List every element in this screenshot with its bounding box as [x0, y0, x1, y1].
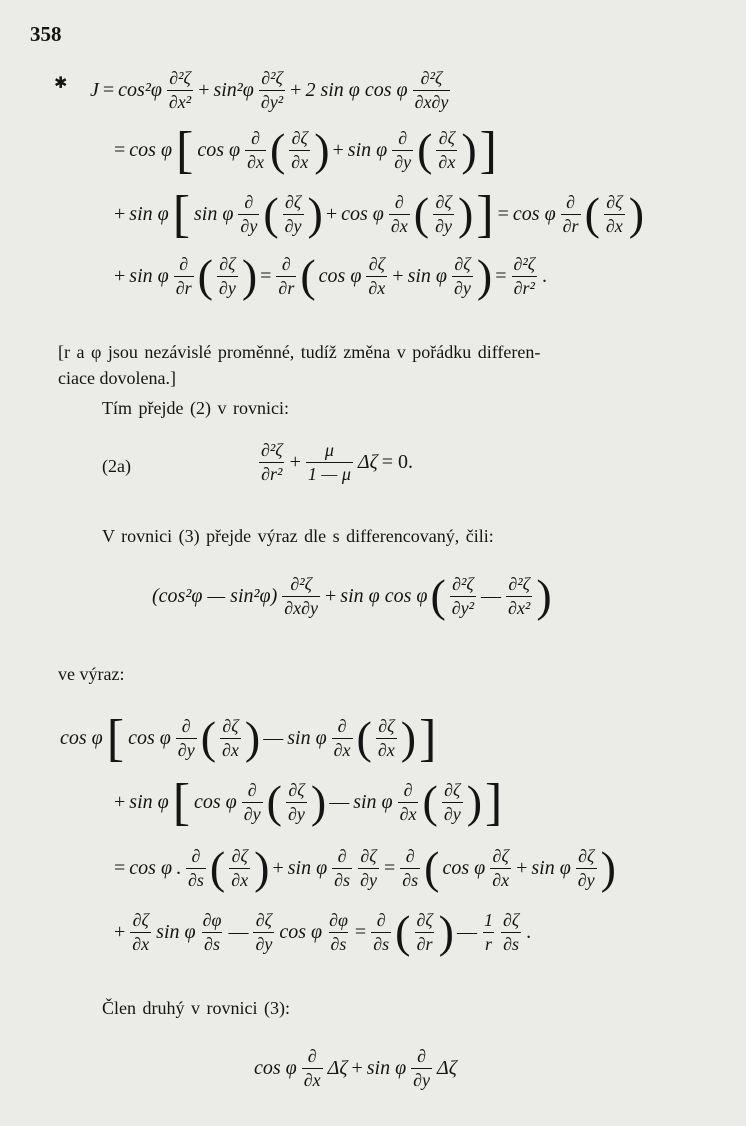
- denominator: ∂y: [443, 804, 461, 824]
- denominator: ∂r²: [513, 278, 535, 298]
- denominator: ∂x: [303, 1070, 321, 1090]
- fraction: [452, 254, 473, 299]
- fraction: [130, 910, 151, 955]
- numerator: ∂ζ: [454, 254, 471, 274]
- equation-line-9: [252, 1046, 459, 1091]
- paren-open: (: [417, 124, 433, 176]
- equals-sign: =: [260, 265, 272, 287]
- paren-open: (: [422, 776, 438, 828]
- numerator: ∂²ζ: [508, 574, 530, 594]
- footnote-asterisk: ✱: [54, 75, 68, 92]
- denominator: ∂y²: [451, 598, 475, 618]
- denominator: ∂x: [132, 934, 150, 954]
- bracket-open: [: [176, 121, 194, 179]
- clen-line: Člen druhý v rovnici (3):: [102, 998, 290, 1018]
- fraction: [411, 1046, 432, 1091]
- plus-sign: +: [198, 79, 210, 101]
- fraction: [176, 716, 197, 761]
- denominator: ∂x: [438, 152, 456, 172]
- paren-close: ): [307, 188, 323, 240]
- numerator: ∂φ: [329, 910, 348, 930]
- bracket-close: ]: [476, 185, 494, 243]
- paren-open: (: [266, 776, 282, 828]
- numerator: ∂²ζ: [513, 254, 536, 274]
- fraction: [186, 846, 206, 891]
- equals-sign: =: [114, 857, 126, 879]
- numerator: ∂: [394, 192, 404, 212]
- bracket-open: [: [172, 185, 191, 243]
- fraction: [259, 68, 285, 113]
- numerator: ∂ζ: [288, 780, 305, 800]
- note-line-1: [r a φ jsou nezávislé proměnné, tudíž změna v pořádku differen-: [58, 342, 541, 362]
- equals-zero: = 0.: [381, 451, 414, 473]
- numerator: ∂²ζ: [290, 574, 312, 594]
- coef-cos: cos φ: [279, 921, 323, 943]
- fraction: [302, 1046, 323, 1091]
- denominator: ∂s: [334, 870, 351, 890]
- numerator: ∂: [281, 254, 291, 274]
- coef-cos: cos φ: [512, 203, 556, 225]
- equation-line-7: [112, 842, 617, 894]
- denominator: ∂s: [330, 934, 347, 954]
- equation-expression-3: [150, 570, 553, 622]
- denominator: ∂x: [333, 740, 351, 760]
- equation-line-3: [112, 185, 645, 243]
- laplacian: Δζ: [357, 451, 378, 473]
- paren-close: ): [476, 250, 493, 302]
- plus-sign: +: [272, 857, 284, 879]
- fraction: [289, 128, 310, 173]
- bracket-close: ]: [485, 773, 503, 831]
- equals-sign: =: [497, 203, 509, 225]
- plus-sign: +: [289, 451, 301, 473]
- numerator: ∂: [251, 128, 260, 148]
- laplacian: Δζ: [437, 1057, 457, 1079]
- coef-sin: sin φ: [366, 1057, 407, 1079]
- coef-two-sin-cos: 2 sin φ cos φ: [305, 79, 408, 101]
- period: .: [542, 265, 548, 287]
- numerator: ∂ζ: [435, 192, 452, 212]
- equals-sign: =: [383, 857, 396, 879]
- fraction: [450, 574, 476, 619]
- paren-open: (: [209, 842, 226, 894]
- fraction: [286, 780, 307, 825]
- paren-open: (: [413, 188, 430, 240]
- coef-sin2: sin²φ: [213, 79, 254, 101]
- paren-close: ): [244, 712, 261, 764]
- numerator: ∂ζ: [284, 192, 302, 212]
- equals-sign: =: [495, 265, 507, 287]
- numerator: ∂ζ: [291, 128, 308, 148]
- fraction: [414, 910, 434, 955]
- numerator: ∂²ζ: [420, 68, 443, 88]
- equation-line-8: [112, 906, 533, 958]
- symbol-j: J: [90, 79, 99, 101]
- period: .: [526, 921, 532, 943]
- fraction: [604, 192, 625, 237]
- denominator: ∂x: [368, 278, 386, 298]
- denominator: ∂s: [373, 934, 390, 954]
- laplacian: Δζ: [327, 1057, 348, 1079]
- numerator: ∂ζ: [231, 846, 248, 866]
- numerator: ∂ζ: [219, 254, 236, 274]
- numerator: ∂ζ: [578, 846, 595, 866]
- denominator: ∂x: [399, 804, 417, 824]
- fraction: [174, 254, 194, 299]
- equation-line-2: [112, 121, 499, 179]
- numerator: ∂ζ: [360, 846, 377, 866]
- plus-sign: +: [325, 585, 337, 607]
- fraction: [400, 846, 420, 891]
- minus-sign: —: [481, 585, 502, 607]
- note-line-2: ciace dovolena.]: [58, 368, 176, 388]
- denominator: ∂x²: [168, 92, 192, 112]
- minus-sign: —: [228, 921, 249, 943]
- denominator: ∂x: [390, 216, 408, 236]
- fraction: [482, 910, 495, 955]
- denominator: ∂y: [243, 804, 261, 824]
- coef-sin: sin φ: [156, 921, 196, 943]
- plus-sign: +: [114, 203, 126, 225]
- paren-close: ): [314, 124, 330, 176]
- fraction: [398, 780, 419, 825]
- fraction: [220, 716, 241, 761]
- numerator: ∂: [247, 780, 257, 800]
- denominator: ∂r: [416, 934, 433, 954]
- fraction: [576, 846, 597, 891]
- fraction: [217, 254, 238, 299]
- fraction: [201, 910, 224, 955]
- denominator: ∂y: [360, 870, 377, 890]
- denominator: ∂y: [577, 870, 595, 890]
- coef-cos: cos φ: [194, 791, 237, 813]
- denominator: ∂r: [175, 278, 192, 298]
- numerator: ∂: [417, 1046, 427, 1066]
- denominator: ∂y: [413, 1070, 431, 1090]
- coef-cos2-minus-sin2: (cos²φ — sin²φ): [152, 585, 278, 607]
- bracket-close: ]: [479, 121, 497, 179]
- fraction: [501, 910, 521, 955]
- coef-sin: sin φ: [287, 857, 328, 879]
- paren-open: (: [269, 124, 286, 176]
- plus-sign: +: [332, 139, 344, 161]
- fraction: [259, 440, 285, 485]
- denominator: ∂s: [188, 870, 204, 890]
- denominator: ∂y: [218, 278, 236, 298]
- coef-cos: cos φ: [318, 265, 362, 287]
- numerator: μ: [324, 440, 334, 460]
- numerator: ∂: [403, 780, 413, 800]
- numerator: ∂: [566, 192, 576, 212]
- coef-sin: sin φ: [353, 791, 393, 813]
- numerator: ∂ζ: [222, 716, 239, 736]
- denominator: ∂x: [605, 216, 623, 236]
- equation-label-2a: (2a): [102, 456, 131, 476]
- fraction: [229, 846, 250, 891]
- numerator: ∂²ζ: [452, 574, 474, 594]
- coef-cos: cos φ: [60, 727, 103, 749]
- minus-sign: —: [263, 727, 284, 749]
- plus-sign: +: [325, 203, 338, 225]
- numerator: ∂ζ: [368, 254, 385, 274]
- denominator: ∂x: [231, 870, 249, 890]
- denominator: ∂y: [240, 216, 258, 236]
- equation-j: [88, 68, 453, 113]
- denominator: ∂x∂y: [414, 92, 449, 112]
- bracket-close: ]: [419, 709, 437, 767]
- paren-close: ): [254, 842, 270, 894]
- denominator: ∂y: [453, 278, 471, 298]
- coef-cos: cos φ: [197, 139, 241, 161]
- numerator: ∂ζ: [255, 910, 272, 930]
- fraction: [436, 128, 457, 173]
- paren-close: ): [536, 570, 552, 622]
- minus-sign: —: [329, 791, 350, 813]
- fraction: [327, 910, 350, 955]
- fraction: [242, 780, 263, 825]
- fraction: [245, 128, 266, 173]
- dot: .: [176, 857, 182, 879]
- fraction: [332, 716, 353, 761]
- fraction: [392, 128, 413, 173]
- v-rovnici-line: V rovnici (3) přejde výraz dle s differencovaný, čili:: [102, 526, 494, 546]
- coef-cos: cos φ: [442, 857, 486, 879]
- coef-sin-cos: sin φ cos φ: [340, 585, 428, 607]
- coef-sin: sin φ: [194, 203, 234, 225]
- equation-line-5: [58, 709, 438, 767]
- fraction: [282, 574, 320, 619]
- fraction: [371, 910, 391, 955]
- bracket-open: [: [106, 709, 125, 767]
- coef-cos: cos φ: [341, 203, 384, 225]
- paren-close: ): [461, 124, 477, 176]
- fraction: [306, 440, 353, 485]
- paren-open: (: [424, 842, 440, 894]
- coef-cos2: cos²φ: [118, 79, 162, 101]
- denominator: ∂y: [177, 740, 195, 760]
- numerator: ∂: [307, 1046, 317, 1066]
- fraction: [238, 192, 259, 237]
- paren-open: (: [263, 188, 279, 240]
- denominator: r: [484, 934, 492, 954]
- denominator: ∂r²: [261, 464, 283, 484]
- denominator: ∂y: [284, 216, 302, 236]
- denominator: ∂x²: [508, 598, 531, 618]
- fraction: [253, 910, 274, 955]
- numerator: ∂: [179, 254, 189, 274]
- fraction: [389, 192, 410, 237]
- numerator: ∂ζ: [132, 910, 149, 930]
- paren-close: ): [466, 776, 483, 828]
- numerator: ∂: [181, 716, 191, 736]
- equals-sign: =: [354, 921, 367, 943]
- numerator: ∂ζ: [606, 192, 623, 212]
- fraction: [561, 192, 581, 237]
- denominator: ∂x: [492, 870, 510, 890]
- numerator: ∂²ζ: [261, 68, 283, 88]
- plus-sign: +: [516, 857, 528, 879]
- fraction: [358, 846, 379, 891]
- denominator: ∂x∂y: [284, 598, 319, 618]
- numerator: ∂: [376, 910, 386, 930]
- coef-sin: sin φ: [407, 265, 447, 287]
- fraction: [433, 192, 454, 237]
- equals-sign: =: [114, 139, 126, 161]
- numerator: ∂ζ: [438, 128, 455, 148]
- fraction: [366, 254, 387, 299]
- equation-line-4: [112, 250, 549, 302]
- paren-close: ): [600, 842, 616, 894]
- fraction: [283, 192, 304, 237]
- minus-sign: —: [456, 921, 477, 943]
- numerator: ∂ζ: [502, 910, 520, 930]
- numerator: ∂ζ: [416, 910, 433, 930]
- equation-line-6: [112, 773, 504, 831]
- coef-cos: cos φ: [129, 857, 173, 879]
- coef-sin: sin φ: [531, 857, 571, 879]
- fraction: [276, 254, 296, 299]
- numerator: ∂φ: [202, 910, 222, 930]
- page-number: 358: [30, 22, 62, 46]
- paren-close: ): [310, 776, 327, 828]
- denominator: ∂y²: [260, 92, 284, 112]
- denominator: ∂y: [435, 216, 452, 236]
- fraction: [442, 780, 463, 825]
- paren-open: (: [200, 712, 217, 764]
- coef-sin: sin φ: [287, 727, 327, 749]
- plus-sign: +: [114, 921, 126, 943]
- plus-sign: +: [392, 265, 404, 287]
- plus-sign: +: [114, 791, 126, 813]
- tim-line: Tím přejde (2) v rovnici:: [102, 398, 289, 418]
- bracket-open: [: [172, 773, 191, 831]
- denominator: ∂s: [402, 870, 419, 890]
- paren-open: (: [356, 712, 372, 764]
- numerator: ∂: [337, 846, 347, 866]
- fraction: [413, 68, 451, 113]
- coef-sin: sin φ: [129, 203, 169, 225]
- fraction: [511, 254, 537, 299]
- paren-close: ): [400, 712, 417, 764]
- denominator: ∂x: [377, 740, 395, 760]
- numerator: ∂ζ: [378, 716, 395, 736]
- paren-open: (: [584, 188, 600, 240]
- plus-sign: +: [114, 265, 126, 287]
- ve-vyraz-line: ve výraz:: [58, 664, 125, 684]
- denominator: ∂y: [255, 934, 273, 954]
- paren-close: ): [241, 250, 258, 302]
- numerator: 1: [483, 910, 493, 930]
- denominator: ∂s: [204, 934, 220, 954]
- paren-open: (: [395, 906, 411, 958]
- paren-open: (: [197, 250, 213, 302]
- numerator: ∂ζ: [444, 780, 461, 800]
- denominator: ∂r: [278, 278, 295, 298]
- paren-open: (: [300, 250, 316, 302]
- fraction: [332, 846, 352, 891]
- denominator: ∂x: [247, 152, 264, 172]
- equation-2a: [256, 440, 415, 485]
- coef-sin: sin φ: [347, 139, 388, 161]
- coef-cos: cos φ: [129, 139, 173, 161]
- equals-sign: =: [102, 79, 115, 101]
- numerator: ∂ζ: [492, 846, 509, 866]
- paren-close: ): [438, 906, 454, 958]
- denominator: 1 — μ: [307, 464, 351, 484]
- denominator: ∂y: [287, 804, 305, 824]
- denominator: ∂r: [562, 216, 579, 236]
- denominator: ∂x: [291, 152, 309, 172]
- numerator: ∂: [244, 192, 254, 212]
- coef-sin: sin φ: [129, 265, 169, 287]
- plus-sign: +: [290, 79, 302, 101]
- numerator: ∂: [191, 846, 201, 866]
- denominator: ∂y: [394, 152, 412, 172]
- fraction: [376, 716, 397, 761]
- numerator: ∂²ζ: [169, 68, 191, 88]
- plus-sign: +: [351, 1057, 363, 1079]
- coef-cos: cos φ: [128, 727, 171, 749]
- paren-open: (: [430, 570, 446, 622]
- coef-cos: cos φ: [254, 1057, 297, 1079]
- denominator: ∂s: [503, 934, 519, 954]
- paren-close: ): [628, 188, 645, 240]
- numerator: ∂²ζ: [261, 440, 283, 460]
- fraction: [506, 574, 532, 619]
- numerator: ∂: [398, 128, 408, 148]
- paren-close: ): [457, 188, 474, 240]
- fraction: [490, 846, 511, 891]
- numerator: ∂: [405, 846, 415, 866]
- coef-sin: sin φ: [129, 791, 169, 813]
- denominator: ∂x: [222, 740, 239, 760]
- fraction: [167, 68, 193, 113]
- numerator: ∂: [337, 716, 347, 736]
